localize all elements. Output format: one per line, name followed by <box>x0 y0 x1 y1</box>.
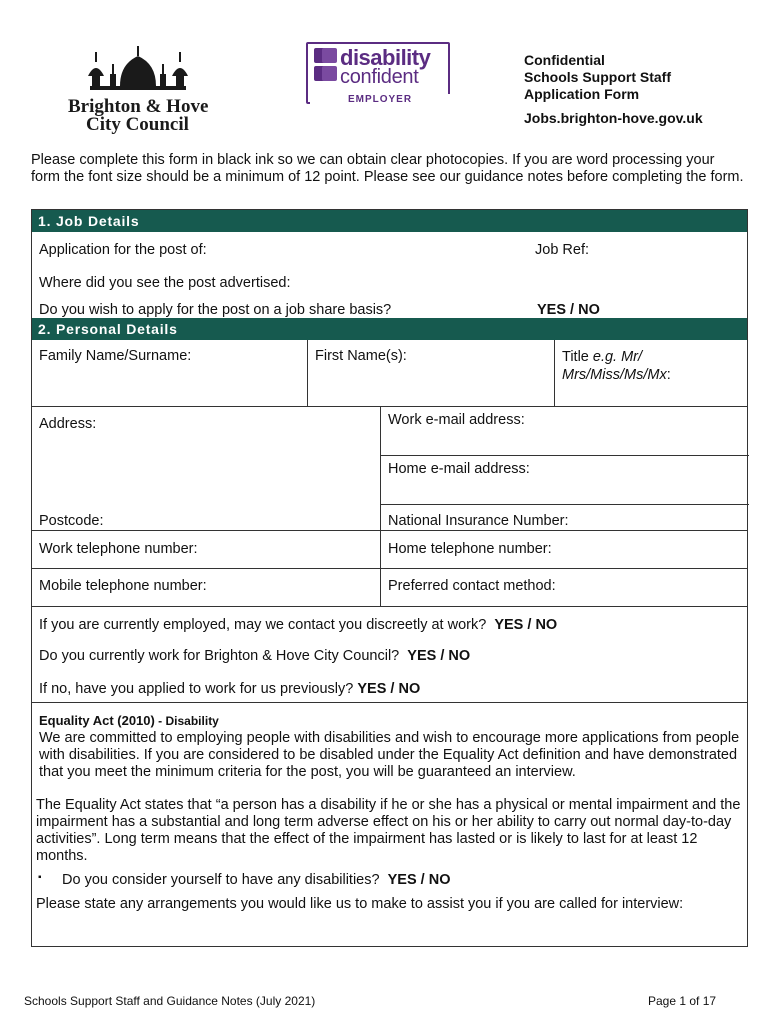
equality-heading: Equality Act (2010) - Disability <box>39 713 219 728</box>
form-title-line2: Application Form <box>524 86 640 102</box>
job-share-label: Do you wish to apply for the post on a job share basis? <box>39 302 392 318</box>
equality-para1: We are committed to employing people with disabilities and wish to encourage more applications from people with disabilities. If you are considered to be disabled under the Equality Act definition and have demonstrated that you meet the minimum criteria for the post, you will be guaranteed an interview. <box>39 730 740 780</box>
mobile-phone-label: Mobile telephone number: <box>39 578 207 594</box>
dc-logo-word1: disability <box>340 45 431 70</box>
home-phone-label: Home telephone number: <box>388 541 552 557</box>
applied-before-answer[interactable]: YES / NO <box>357 681 421 697</box>
work-email-label: Work e-mail address: <box>388 412 525 428</box>
home-email-label: Home e-mail address: <box>388 461 530 477</box>
form-title-line1: Schools Support Staff <box>524 69 671 85</box>
page-number: Page 1 of 17 <box>648 994 717 1008</box>
dc-logo-word2: confident <box>340 66 419 88</box>
current-bhcc-answer[interactable]: YES / NO <box>407 648 471 664</box>
work-phone-label: Work telephone number: <box>39 541 198 557</box>
current-bhcc-question: Do you currently work for Brighton & Hove City Council? YES / NO <box>39 648 471 664</box>
council-name-line1: Brighton & Hove <box>68 96 209 117</box>
chat-icon <box>322 66 337 81</box>
advertised-label: Where did you see the post advertised: <box>39 275 291 291</box>
job-ref-label: Job Ref: <box>535 242 589 258</box>
contact-at-work-answer[interactable]: YES / NO <box>494 617 558 633</box>
dc-logo-employer: EMPLOYER <box>310 94 450 105</box>
section1-header: 1. Job Details <box>32 210 747 232</box>
tick-icon <box>322 48 337 63</box>
intro-text: Please complete this form in black ink so we can obtain clear photocopies. If you are word processing your form the font size should be a minimum of 12 point. Please see our guidance notes before completing the form. <box>31 152 744 185</box>
ni-number-label: National Insurance Number: <box>388 513 569 529</box>
preferred-contact-label: Preferred contact method: <box>388 578 556 594</box>
jobs-website: Jobs.brighton-hove.gov.uk <box>524 110 703 126</box>
job-share-answer[interactable]: YES / NO <box>537 302 600 318</box>
equality-para2: The Equality Act states that “a person has a disability if he or she has a physical or mental impairment and the impairment has a substantial and long term adverse effect on his or her ability to carry out normal day-to-day activities”. Long term means that the effect of the impairment has lasted or is likely to last for at least 12 months. <box>36 797 741 864</box>
surname-label: Family Name/Surname: <box>39 348 192 364</box>
postcode-label: Postcode: <box>39 513 104 529</box>
disability-answer[interactable]: YES / NO <box>387 872 451 888</box>
title-label: Title e.g. Mr/ Mrs/Miss/Ms/Mx: <box>562 349 671 383</box>
arrangements-label: Please state any arrangements you would like us to make to assist you if you are called for interview: <box>36 896 684 912</box>
contact-at-work-question: If you are currently employed, may we contact you discreetly at work? YES / NO <box>39 617 558 633</box>
council-name-line2: City Council <box>86 114 189 135</box>
post-label: Application for the post of: <box>39 242 207 258</box>
section2-header: 2. Personal Details <box>32 318 747 340</box>
applied-before-question: If no, have you applied to work for us previously? YES / NO <box>39 681 421 697</box>
bullet-icon: ▪ <box>38 872 42 883</box>
confidential-label: Confidential <box>524 52 605 68</box>
disability-question: Do you consider yourself to have any disabilities? YES / NO <box>62 872 451 888</box>
first-name-label: First Name(s): <box>315 348 407 364</box>
footer-left: Schools Support Staff and Guidance Notes (July 2021) <box>24 994 316 1008</box>
application-form <box>31 209 748 947</box>
address-label: Address: <box>39 416 97 432</box>
